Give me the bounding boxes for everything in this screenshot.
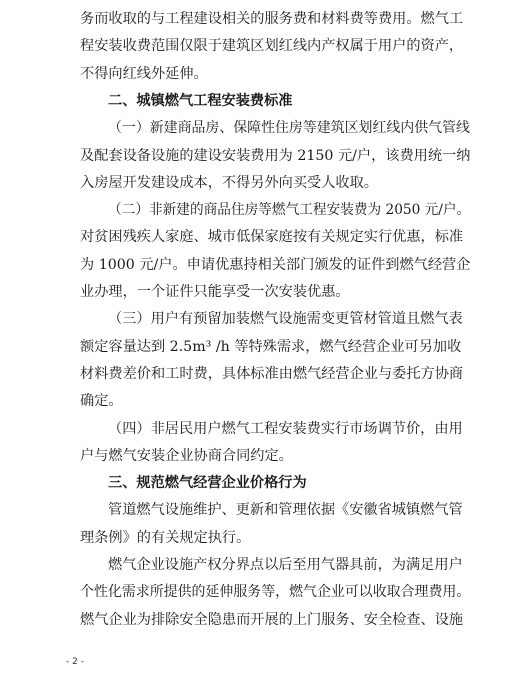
page-number: - 2 - xyxy=(66,657,84,667)
section-heading: 三、规范燃气经营企业价格行为 xyxy=(108,475,307,492)
body-line: （二）非新建的商品住房等燃气工程安装费为 2050 元/户。 xyxy=(108,202,471,219)
body-line: 入房屋开发建设成本，不得另外向买受人收取。 xyxy=(80,174,378,191)
body-line: 材料费差价和工时费，具体标准由燃气经营企业与委托方协商 xyxy=(80,365,464,382)
body-line: （三）用户有预留加装燃气设施需变更管材管道且燃气表 xyxy=(108,311,463,328)
body-line: 业办理，一个证件只能享受一次安装优惠。 xyxy=(80,284,350,300)
body-line: 户与燃气安装企业协商合同约定。 xyxy=(80,447,293,464)
body-line: 程安装收费范围仅限于建筑区划红线内产权属于用户的资产， xyxy=(80,38,464,55)
body-line: 及配套设备设施的建设安装费用为 2150 元/户，该费用统一纳 xyxy=(80,147,471,164)
body-line: 对贫困残疾人家庭、城市低保家庭按有关规定实行优惠，标准 xyxy=(80,229,464,246)
body-line: 为 1000 元/户。申请优惠持相关部门颁发的证件到燃气经营企 xyxy=(80,256,471,273)
body-line: 务而收取的与工程建设相关的服务费和材料费等费用。燃气工 xyxy=(80,11,464,27)
body-line: 燃气企业设施产权分界点以后至用气器具前，为满足用户 xyxy=(108,557,463,573)
body-line: 管道燃气设施维护、更新和管理依据《安徽省城镇燃气管 xyxy=(108,502,463,519)
body-line: 额定容量达到 2.5m³ /h 等特殊需求，燃气经营企业可另加收 xyxy=(80,338,462,355)
body-line: 理条例》的有关规定执行。 xyxy=(80,529,251,546)
body-line: （四）非居民用户燃气工程安装费实行市场调节价，由用 xyxy=(108,420,463,437)
body-line: 燃气企业为排除安全隐患而开展的上门服务、安全检查、设施 xyxy=(80,611,464,628)
body-line: （一）新建商品房、保障性住房等建筑区划红线内供气管线 xyxy=(108,120,470,137)
section-heading: 二、城镇燃气工程安装费标准 xyxy=(108,92,293,109)
body-line: 不得向红线外延伸。 xyxy=(80,65,208,82)
body-line: 确定。 xyxy=(80,393,123,410)
body-line: 个性化需求所提供的延伸服务等，燃气企业可以收取合理费用。 xyxy=(80,584,471,601)
